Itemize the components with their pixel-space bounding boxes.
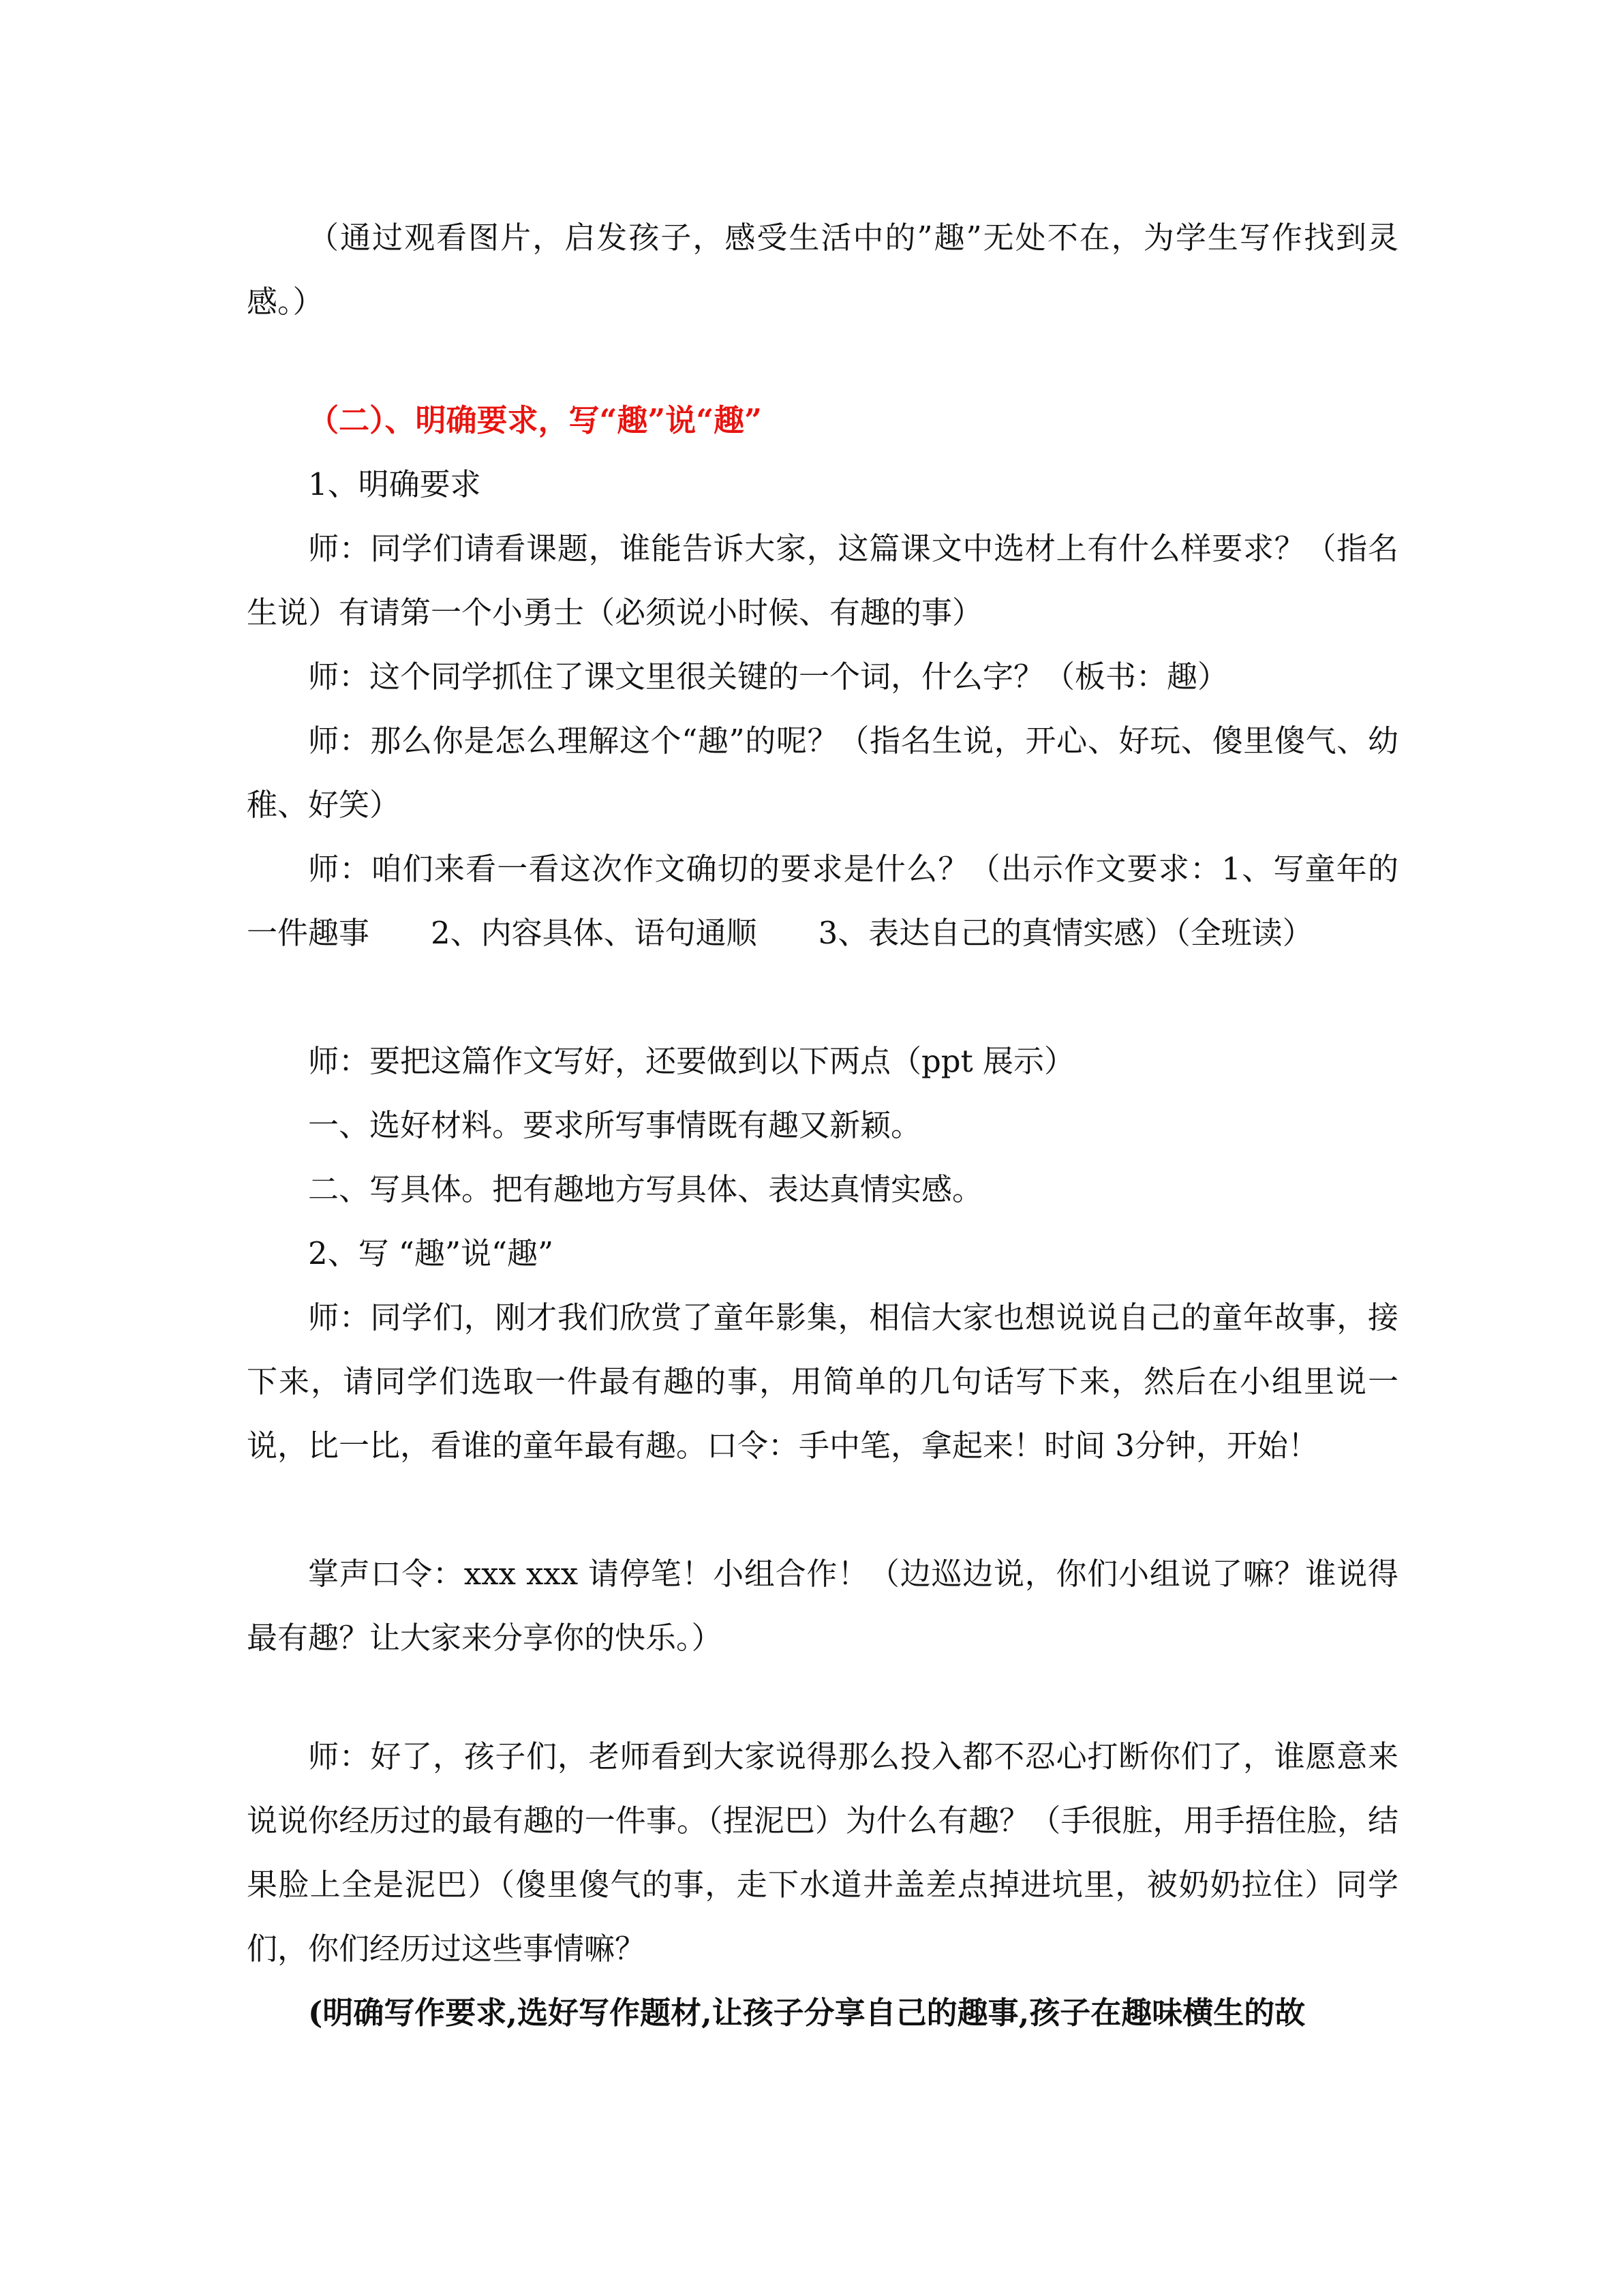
paragraph-point-two: 二、写具体。把有趣地方写具体、表达真情实感。 (308, 1171, 983, 1207)
paragraph-teacher-childhood-story: 师：同学们，刚才我们欣赏了童年影集，相信大家也想说说自己的童年故事，接下来，请同学们选取一件最有趣的事，用简单的几句话写下来，然后在小组里说一说，比一比，看谁的童年最有趣。口令：手中笔，拿起来！时间 3分钟，开始！ (247, 1299, 1398, 1464)
paragraph-point-one: 一、选好材料。要求所写事情既有趣又新颖。 (308, 1107, 922, 1143)
paragraph-teacher-share: 师：好了，孩子们，老师看到大家说得那么投入都不忍心打断你们了，谁愿意来说说你经历过的最有趣的一件事。（捏泥巴）为什么有趣？（手很脏，用手捂住脸，结果脸上全是泥巴）（傻里傻气的事，走下水道井盖差点掉进坑里，被奶奶拉住）同学们，你们经历过这些事情嘛？ (247, 1738, 1398, 1967)
section-heading-2: （二）、明确要求，写“趣”说“趣” (308, 402, 763, 438)
subheading-clarify-requirements: 1、明确要求 (308, 466, 481, 502)
paragraph-teacher-understand-qu: 师：那么你是怎么理解这个“趣”的呢？（指名生说，开心、好玩、傻里傻气、幼稚、好笑） (247, 723, 1398, 823)
paragraph-teacher-two-points: 师：要把这篇作文写好，还要做到以下两点（ppt 展示） (308, 1043, 1075, 1079)
paragraph-intro-note: （通过观看图片，启发孩子，感受生活中的”趣”无处不在，为学生写作找到灵感。） (247, 220, 1398, 320)
paragraph-bold-note: (明确写作要求,选好写作题材,让孩子分享自己的趣事,孩子在趣味横生的故 (308, 1995, 1306, 2031)
paragraph-teacher-key-word: 师：这个同学抓住了课文里很关键的一个词，什么字？（板书：趣） (308, 659, 1229, 695)
paragraph-applause-command: 掌声口令：xxx xxx 请停笔！小组合作！（边巡边说，你们小组说了嘛？谁说得最有趣？让大家来分享你的快乐。） (247, 1556, 1398, 1656)
subheading-write-and-speak: 2、写 “趣”说“趣” (308, 1235, 553, 1271)
paragraph-teacher-requirements: 师：咱们来看一看这次作文确切的要求是什么？（出示作文要求：1、写童年的一件趣事 2、内容具体、语句通顺 3、表达自己的真情实感）（全班读） (247, 851, 1398, 951)
paragraph-teacher-question-topic: 师：同学们请看课题，谁能告诉大家，这篇课文中选材上有什么样要求？（指名生说）有请第一个小勇士（必须说小时候、有趣的事） (247, 530, 1398, 631)
